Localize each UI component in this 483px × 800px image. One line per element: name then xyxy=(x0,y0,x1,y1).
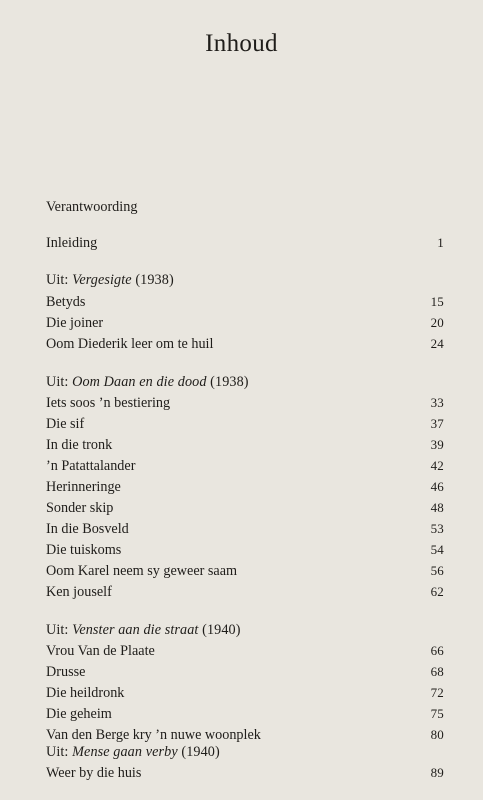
section-book: Mense gaan verby xyxy=(72,744,178,760)
entry-page: 66 xyxy=(430,643,444,658)
entry-page: 68 xyxy=(430,664,444,679)
entry-page: 46 xyxy=(430,479,444,494)
toc-entry xyxy=(46,763,444,783)
entry-title: Verantwoording xyxy=(46,199,138,215)
entry-title: Die heildronk xyxy=(46,685,125,701)
entry-title: Drusse xyxy=(46,664,86,680)
entry-title: In die tronk xyxy=(46,437,113,453)
entry-title: Betyds xyxy=(46,294,86,310)
entry-title: In die Bosveld xyxy=(46,521,129,537)
toc-entry xyxy=(46,477,444,497)
entry-page: 80 xyxy=(430,727,444,742)
section-prefix: Uit: xyxy=(46,622,73,638)
entry-title: Oom Karel neem sy geweer saam xyxy=(46,563,238,579)
entry-title: Die joiner xyxy=(46,315,104,331)
section-year: (1940) xyxy=(198,622,241,638)
toc-entry xyxy=(46,197,444,217)
toc-entry xyxy=(46,292,444,312)
toc-entry xyxy=(46,233,444,253)
toc-entry xyxy=(46,683,444,703)
entry-page: 39 xyxy=(430,437,444,452)
section-prefix: Uit: xyxy=(46,374,73,390)
section-prefix: Uit: xyxy=(46,272,73,288)
entry-title: Oom Diederik leer om te huil xyxy=(46,336,214,352)
section-book: Venster aan die straat xyxy=(72,622,199,638)
section-book: Vergesigte xyxy=(72,272,132,288)
entry-page: 75 xyxy=(430,706,444,721)
entry-page: 53 xyxy=(430,521,444,536)
entry-page: 54 xyxy=(430,542,444,557)
entry-title: ’n Patattalander xyxy=(46,458,136,474)
entry-page: 15 xyxy=(430,294,444,309)
section-heading xyxy=(46,372,444,392)
toc-entry xyxy=(46,456,444,476)
section-heading xyxy=(46,620,444,640)
toc-entry xyxy=(46,414,444,434)
entry-page: 72 xyxy=(430,685,444,700)
entry-page: 24 xyxy=(430,336,444,351)
toc-entry xyxy=(46,498,444,518)
toc-entry xyxy=(46,540,444,560)
entry-title: Herinneringe xyxy=(46,479,121,495)
entry-title: Van den Berge kry ’n nuwe woonplek xyxy=(46,727,261,743)
entry-title: Ken jouself xyxy=(46,584,112,600)
entry-page: 42 xyxy=(430,458,444,473)
entry-page: 89 xyxy=(430,765,444,780)
toc-entry xyxy=(46,393,444,413)
entry-page: 37 xyxy=(430,416,444,431)
entry-page: 62 xyxy=(430,584,444,599)
toc-entry xyxy=(46,662,444,682)
section-heading xyxy=(46,270,444,290)
entry-title: Iets soos ’n bestiering xyxy=(46,395,171,411)
page-title: Inhoud xyxy=(205,30,278,57)
entry-title: Sonder skip xyxy=(46,500,114,516)
entry-title: Weer by die huis xyxy=(46,765,142,781)
section-prefix: Uit: xyxy=(46,744,73,760)
toc-entry xyxy=(46,313,444,333)
entry-page: 48 xyxy=(430,500,444,515)
toc-entry xyxy=(46,519,444,539)
toc-entry xyxy=(46,334,444,354)
section-year: (1940) xyxy=(177,744,220,760)
entry-page: 1 xyxy=(437,235,444,250)
toc-entry xyxy=(46,561,444,581)
entry-page: 56 xyxy=(430,563,444,578)
toc-entry xyxy=(46,435,444,455)
entry-title: Inleiding xyxy=(46,235,98,251)
toc-entry xyxy=(46,582,444,602)
section-year: (1938) xyxy=(131,272,174,288)
entry-title: Die geheim xyxy=(46,706,112,722)
section-year: (1938) xyxy=(206,374,249,390)
toc-entry xyxy=(46,641,444,661)
entry-title: Die sif xyxy=(46,416,85,432)
section-heading xyxy=(46,742,444,762)
entry-title: Vrou Van de Plaate xyxy=(46,643,155,659)
entry-title: Die tuiskoms xyxy=(46,542,122,558)
entry-page: 33 xyxy=(430,395,444,410)
entry-page: 20 xyxy=(430,315,444,330)
section-book: Oom Daan en die dood xyxy=(72,374,207,390)
toc-entry xyxy=(46,704,444,724)
